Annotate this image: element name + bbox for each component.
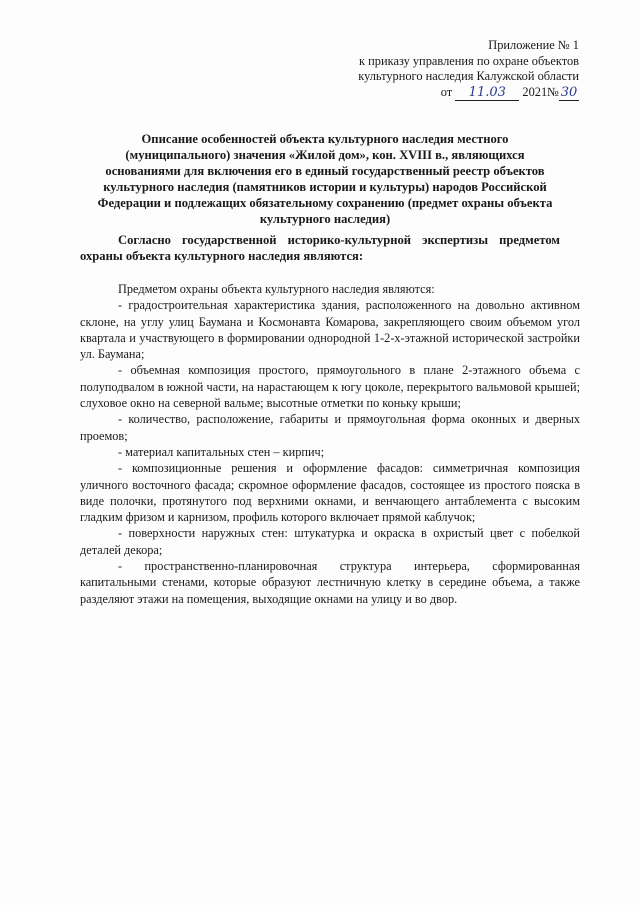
date-field xyxy=(455,85,519,102)
number-field xyxy=(559,85,579,102)
list-item: - поверхности наружных стен: штукатурка и окраска в охристый цвет с побелкой деталей декора; xyxy=(80,526,580,557)
list-item: - материал капитальных стен – кирпич; xyxy=(118,444,325,459)
date-prefix: от xyxy=(440,84,453,99)
appendix-header xyxy=(358,38,579,101)
list-item: - пространственно-планировочная структура интерьера, сформированная капитальными стенами, которые образуют лестничную клетку в середине объема, а также разделяют этажи на помещения, выходящие окнами на улицу и во двор. xyxy=(80,559,580,606)
document-body xyxy=(80,281,580,607)
appendix-order-line: к приказу управления по охране объектов xyxy=(359,53,579,68)
list-item: - композиционные решения и оформление фасадов: симметричная композиция уличного восточного фасада; скромное оформление фасадов, состоящее из простого пояска в виде полочки, протянутого под верхними окнами, и венчающего антаблемента с высоким гладким фризом и карнизом, профиль которого включает прямой каблучок; xyxy=(80,461,580,525)
appendix-date-line xyxy=(358,85,579,102)
date-handwritten: 11.03 xyxy=(468,84,506,100)
appendix-authority-line: культурного наследия Калужской области xyxy=(358,69,579,84)
number-prefix: № xyxy=(547,84,559,99)
document-title: Описание особенностей объекта культурного наследия местного (муниципального) значения «Жилой дом», кон. XVIII в., являющихся основаниями для включения его в единый государственный реестр объектов культурного наследия (памятников истории и культуры) народов Российской Федерации и подлежащих обязательному сохранению (предмет охраны объекта культурного наследия) xyxy=(97,132,553,226)
list-item: - объемная композиция простого, прямоугольного в плане 2-этажного объема с полуподвалом в южной части, на нарастающем к югу цоколе, перекрытого вальмовой крышей; слуховое окно на северной вальме; высотные отметки по коньку крыши; xyxy=(80,363,580,411)
list-item: - градостроительная характеристика здания, расположенного на довольно активном склоне, на углу улиц Баумана и Космонавта Комарова, закрепляющего своим объемом угол квартала и участвующего в формировании однородной 1-2-х-этажной исторической застройки ул. Баумана; xyxy=(80,298,580,362)
list-item: - количество, расположение, габариты и прямоугольная форма оконных и дверных проемов; xyxy=(80,412,580,443)
number-handwritten: 30 xyxy=(560,84,578,100)
year-text: 2021 xyxy=(522,84,548,99)
body-intro: Предметом охраны объекта культурного наследия являются: xyxy=(118,282,435,296)
appendix-title: Приложение № 1 xyxy=(488,38,579,52)
document-subtitle: Согласно государственной историко-культурной экспертизы предметом охраны объекта культурного наследия являются: xyxy=(80,233,560,263)
